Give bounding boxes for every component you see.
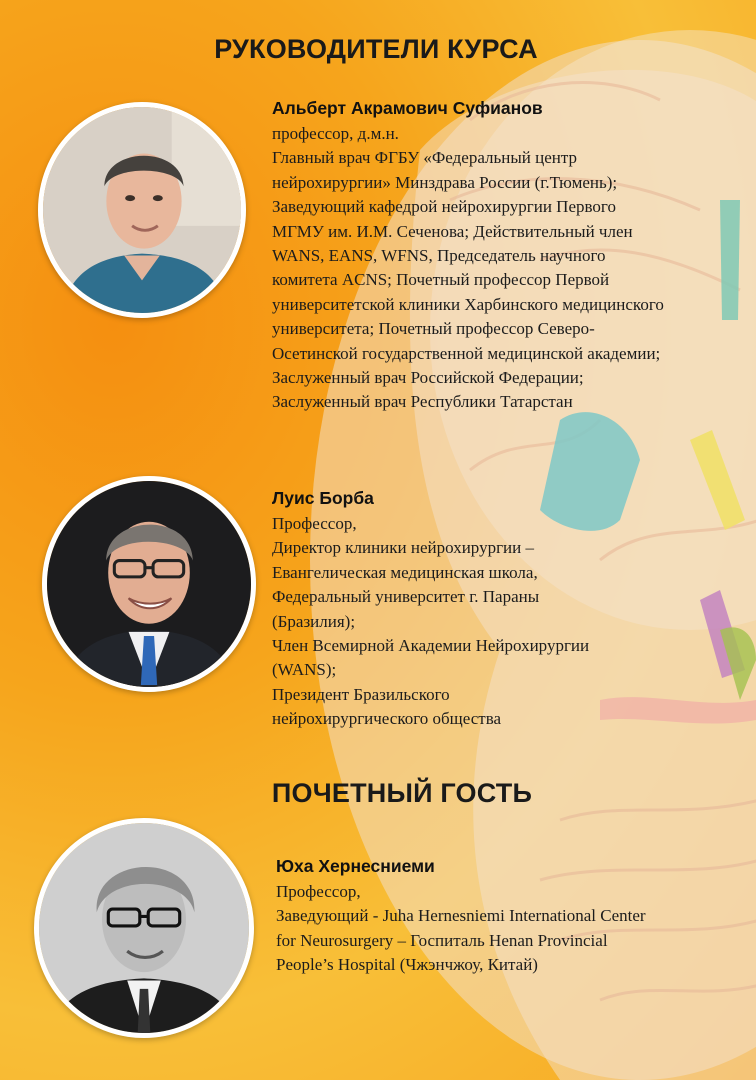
person-description <box>272 512 589 732</box>
person-name: Альберт Акрамович Суфианов <box>272 98 543 118</box>
description-line: нейрохирургического общества <box>272 709 502 729</box>
description-line: комитета ACNS; Почетный профессор Первой <box>272 270 610 290</box>
description-line: Директор клиники нейрохирургии – <box>272 538 534 558</box>
description-line: (WANS); <box>272 660 337 680</box>
person-description <box>272 122 664 415</box>
description-line: Президент Бразильского <box>272 684 450 704</box>
description-line: Заведующий - Juha Hernesniemi International Center <box>276 906 646 926</box>
description-line: Заслуженный врач Республики Татарстан <box>272 392 573 412</box>
person-description <box>276 880 646 978</box>
course-leaders-title: РУКОВОДИТЕЛИ КУРСА <box>214 34 538 64</box>
description-line: Заслуженный врач Российской Федерации; <box>272 368 584 388</box>
description-line: Заведующий кафедрой нейрохирургии Первого <box>272 197 616 217</box>
portrait-borba <box>42 476 256 692</box>
description-line: (Бразилия); <box>272 611 356 631</box>
description-line: МГМУ им. И.М. Сеченова; Действительный член <box>272 221 633 241</box>
description-line: профессор, д.м.н. <box>272 124 399 143</box>
description-line: университета; Почетный профессор Северо- <box>272 319 595 339</box>
portrait-sufianov <box>38 102 246 318</box>
description-line: People’s Hospital (Чжэнчжоу, Китай) <box>276 955 538 975</box>
description-line: Профессор, <box>272 514 357 533</box>
person-name: Юха Хернесниеми <box>276 856 435 876</box>
description-line: нейрохирургии» Минздрава России (г.Тюмень); <box>272 172 618 192</box>
description-line: Член Всемирной Академии Нейрохирургии <box>272 636 590 656</box>
description-line: for Neurosurgery – Госпиталь Henan Provincial <box>276 930 608 950</box>
honored-guest-title: ПОЧЕТНЫЙ ГОСТЬ <box>271 778 533 808</box>
description-line: Главный врач ФГБУ «Федеральный центр <box>272 148 577 168</box>
description-line: университетской клиники Харбинского медицинского <box>272 294 664 314</box>
description-line: Профессор, <box>276 882 361 901</box>
person-name: Луис Борба <box>272 488 374 508</box>
description-line: Евангелическая медицинская школа, <box>272 562 538 582</box>
description-line: Федеральный университет г. Параны <box>272 587 540 607</box>
portrait-hernesniemi <box>34 818 254 1038</box>
description-line: WANS, EANS, WFNS, Председатель научного <box>272 246 606 266</box>
description-line: Осетинской государственной медицинской академии; <box>272 343 661 363</box>
